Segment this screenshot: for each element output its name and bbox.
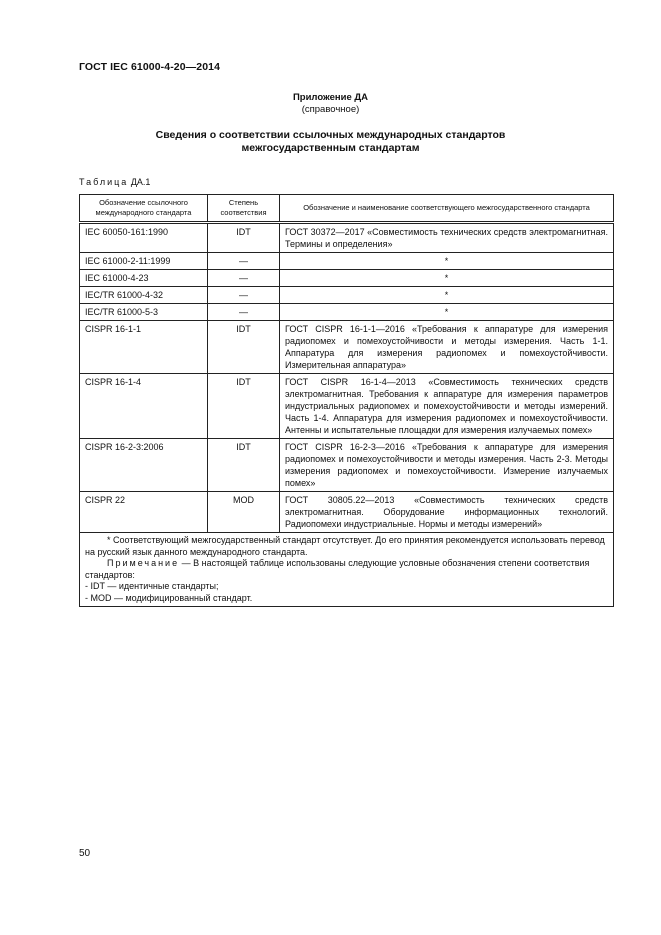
header-reference-standard: Обозначение ссылочного международного стандарта	[80, 195, 208, 223]
cell-degree: —	[208, 270, 280, 287]
cell-description: *	[280, 270, 614, 287]
cell-description: ГОСТ CISPR 16-2-3—2016 «Требования к аппаратуре для измерения радиопомех и помехоустойчивости и методы измерения. Часть 2-3. Методы измерения радиопомех и помехоустойчивости. Измерение излучаемых помех»	[280, 439, 614, 492]
table-row	[80, 270, 614, 287]
table-notes	[80, 533, 614, 607]
table-row	[80, 492, 614, 533]
cell-reference: CISPR 16-2-3:2006	[80, 439, 208, 492]
annex-subtitle: (справочное)	[301, 104, 360, 115]
cell-description: ГОСТ 30805.22—2013 «Совместимость технических средств электромагнитная. Оборудование информационных технологий. Радиопомехи индустриальные. Нормы и методы измерений»	[280, 492, 614, 533]
standards-table	[79, 194, 614, 607]
table-header-row	[80, 195, 614, 223]
table-row	[80, 253, 614, 270]
cell-degree: —	[208, 287, 280, 304]
cell-reference: IEC 61000-4-23	[80, 270, 208, 287]
note-label: Примечание	[107, 558, 180, 568]
table-row	[80, 374, 614, 439]
header-interstate-standard: Обозначение и наименование соответствующего межгосударственного стандарта	[280, 195, 614, 223]
document-header: ГОСТ IEC 61000-4-20—2014	[79, 61, 221, 73]
cell-reference: IEC 60050-161:1990	[80, 223, 208, 253]
cell-reference: IEC/TR 61000-5-3	[80, 304, 208, 321]
cell-description: *	[280, 304, 614, 321]
note-item-idt: - IDT — идентичные стандарты;	[85, 581, 219, 591]
note-text: — В настоящей таблице использованы следующие условные обозначения степени соответствия стандартов:	[85, 558, 590, 580]
table-notes-row	[80, 533, 614, 607]
cell-description: *	[280, 287, 614, 304]
cell-description: ГОСТ CISPR 16-1-1—2016 «Требования к аппаратуре для измерения радиопомех и помехоустойчивости и методы измерения. Часть 1-1. Аппаратура для измерения радиопомех и помехоустойчивости. Измерительная аппаратура»	[280, 321, 614, 374]
cell-reference: IEC/TR 61000-4-32	[80, 287, 208, 304]
cell-degree: MOD	[208, 492, 280, 533]
page-number: 50	[79, 848, 91, 859]
cell-description: ГОСТ CISPR 16-1-4—2013 «Совместимость технических средств электромагнитная. Требования к аппаратуре для измерения параметров индустриальных радиопомех и помехоустойчивости и методы измерений. Часть 1-4. Аппаратура для измерения радиопомех и помехоустойчивости. Антенны и испытательные площадки для измерения излучаемых помех»	[280, 374, 614, 439]
cell-degree: IDT	[208, 439, 280, 492]
cell-degree: —	[208, 304, 280, 321]
header-degree: Степень соответствия	[208, 195, 280, 223]
cell-degree: —	[208, 253, 280, 270]
cell-degree: IDT	[208, 321, 280, 374]
cell-reference: CISPR 22	[80, 492, 208, 533]
cell-reference: CISPR 16-1-1	[80, 321, 208, 374]
table-caption-prefix: Таблица	[79, 177, 129, 187]
table-row	[80, 439, 614, 492]
table-caption	[79, 177, 150, 187]
annex-heading	[0, 92, 661, 116]
section-title-line-2: межгосударственным стандартам	[241, 142, 420, 154]
note	[85, 558, 608, 581]
cell-reference: CISPR 16-1-4	[80, 374, 208, 439]
cell-degree: IDT	[208, 374, 280, 439]
note-item-mod: - MOD — модифицированный стандарт.	[85, 592, 253, 603]
table-caption-number: ДА.1	[130, 177, 151, 187]
cell-degree: IDT	[208, 223, 280, 253]
footnote: * Соответствующий межгосударственный стандарт отсутствует. До его принятия рекомендуется использовать перевод на русский язык данного международного стандарта.	[85, 535, 605, 557]
table-row	[80, 223, 614, 253]
cell-reference: IEC 61000-2-11:1999	[80, 253, 208, 270]
table-row	[80, 321, 614, 374]
cell-description: *	[280, 253, 614, 270]
annex-title: Приложение ДА	[292, 92, 369, 103]
cell-description: ГОСТ 30372—2017 «Совместимость технических средств электромагнитная. Термины и определения»	[280, 223, 614, 253]
table-row	[80, 304, 614, 321]
section-title	[0, 129, 661, 155]
section-title-line-1: Сведения о соответствии ссылочных международных стандартов	[155, 129, 506, 141]
table-row	[80, 287, 614, 304]
